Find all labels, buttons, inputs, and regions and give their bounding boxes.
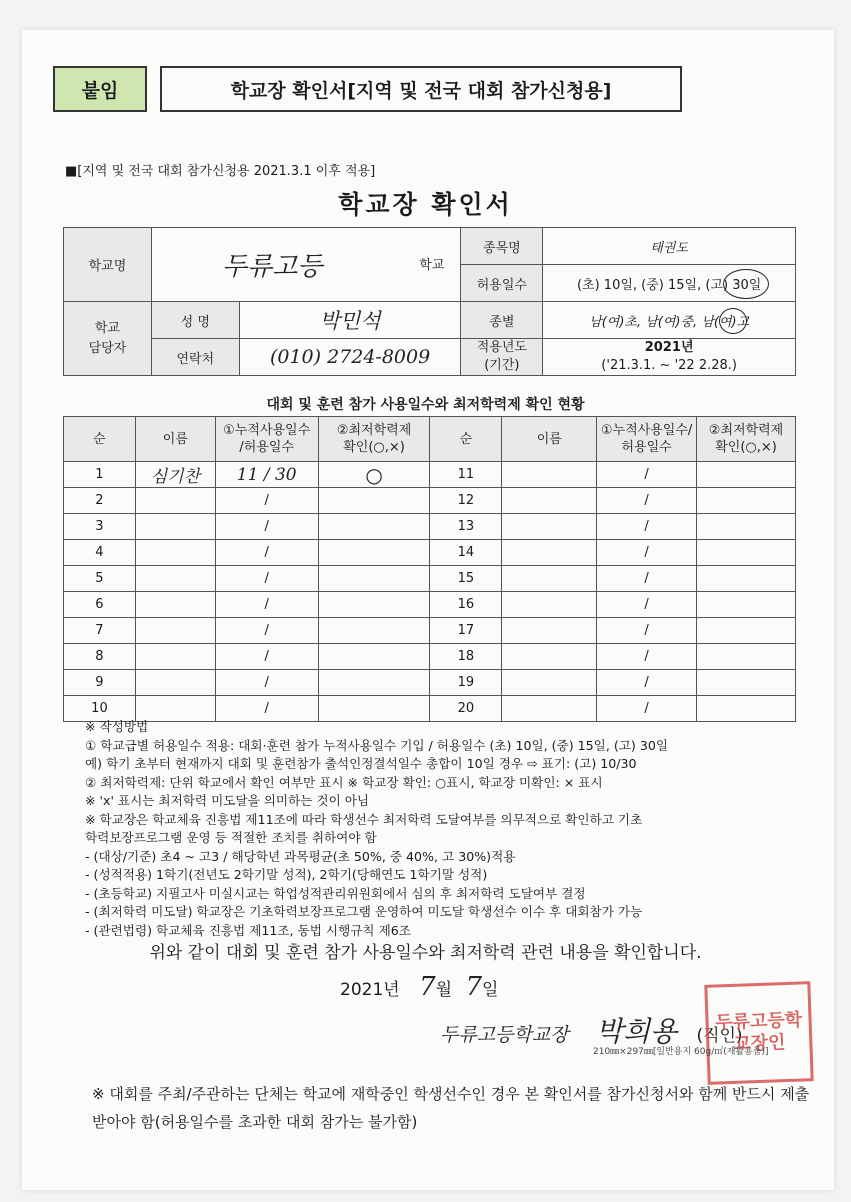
check-mark (697, 488, 796, 514)
name-label: 성 명 (151, 302, 239, 339)
student-name (135, 592, 215, 618)
check-mark (318, 618, 430, 644)
student-name (502, 488, 597, 514)
note-line: - (대상/기준) 초4 ~ 고3 / 해당학년 과목평균(초 50%, 중 40%, 고 30%)적용 (85, 848, 516, 864)
applicability-notice: ■[지역 및 전국 대회 참가신청용 2021.3.1 이후 적용] (65, 164, 376, 179)
note-line: ※ 학교장은 학교체육 진흥법 제11조에 따라 학생선수 최저학력 도달여부를 의무적으로 확인하고 기초 (85, 811, 643, 827)
row-number: 19 (430, 670, 502, 696)
days-ratio: / (597, 670, 697, 696)
row-number: 16 (430, 592, 502, 618)
student-name (502, 618, 597, 644)
header-title: 학교장 확인서[지역 및 전국 대회 참가신청용] (160, 66, 682, 112)
table-subtitle: 대회 및 훈련 참가 사용일수와 최저학력제 확인 현황 (266, 397, 585, 413)
row-number: 11 (430, 462, 502, 488)
check-mark (318, 566, 430, 592)
paper-spec: 210㎜×297㎜[일반용지 60g/㎡(재활용품)] (593, 1047, 769, 1057)
document-title: 학교장 확인서 (338, 190, 513, 219)
year-period: ('21.3.1. ~ '22 2.28.) (601, 358, 737, 373)
year-label: 적용년도 (기간) (461, 339, 543, 376)
student-name (135, 566, 215, 592)
table-row (64, 618, 796, 644)
row-number: 20 (430, 696, 502, 722)
student-name (135, 488, 215, 514)
contact-value: (010) 2724-8009 (239, 339, 461, 376)
note-line: 예) 학기 초부터 현재까지 대회 및 훈련참가 출석인정결석일수 총합이 10일 경우 ⇨ 표기: (고) 10/30 (85, 756, 637, 771)
student-name (502, 566, 597, 592)
check-mark (697, 514, 796, 540)
note-line: - (관련법령) 학교체육 진흥법 제11조, 동법 시행규칙 제6조 (85, 922, 411, 938)
principal-school: 두류고등학교장 (440, 1024, 569, 1046)
year-value: 2021년 (644, 340, 694, 355)
allowed-days-value: (초) 10일, (중) 15일, (고) 30일 (576, 277, 762, 293)
note-line: ※ 'x' 표시는 최저학력 미도달을 의미하는 것이 아님 (85, 793, 370, 808)
row-number: 6 (64, 592, 136, 618)
days-ratio: / (215, 696, 318, 722)
days-ratio: / (215, 644, 318, 670)
table-header-row (64, 417, 796, 462)
row-number: 12 (430, 488, 502, 514)
allowed-days-label: 허용일수 (461, 265, 543, 302)
days-ratio: / (597, 540, 697, 566)
row-number: 8 (64, 644, 136, 670)
male-circle-mark (719, 308, 747, 334)
event-label: 종목명 (461, 228, 543, 265)
check-mark (697, 618, 796, 644)
student-name (502, 514, 597, 540)
header-name-right: 이름 (502, 417, 597, 462)
days-ratio: / (597, 514, 697, 540)
days-ratio: / (597, 618, 697, 644)
school-value: 두류고등 (221, 252, 323, 282)
date-month: 7 (419, 972, 436, 1002)
student-name (135, 670, 215, 696)
table-row (64, 540, 796, 566)
days-ratio: / (215, 514, 318, 540)
note-line: - (초등학교) 지필고사 미실시교는 학업성적관리위원회에서 심의 후 최저학력 도달여부 결정 (85, 885, 586, 901)
check-mark (318, 644, 430, 670)
participation-table (63, 416, 796, 722)
contact-label: 연락처 (151, 339, 239, 376)
days-ratio: / (597, 488, 697, 514)
days-ratio: / (597, 566, 697, 592)
school-cell (151, 228, 461, 302)
row-number: 1 (64, 462, 136, 488)
student-name (502, 670, 597, 696)
gender-label: 종별 (461, 302, 543, 339)
check-mark (318, 488, 430, 514)
student-name (502, 462, 597, 488)
days-ratio: / (215, 592, 318, 618)
writing-instructions (85, 718, 805, 940)
row-number: 2 (64, 488, 136, 514)
student-name (502, 644, 597, 670)
date-month-unit: 월 (435, 980, 453, 1000)
student-name: 심기찬 (135, 462, 215, 488)
note-line: ② 최저학력제: 단위 학교에서 확인 여부만 표시 ※ 학교장 확인: ○표시, 학교장 미확인: × 표시 (85, 774, 603, 790)
days-ratio: / (215, 566, 318, 592)
check-mark (318, 540, 430, 566)
days-ratio: / (215, 670, 318, 696)
days-ratio: / (215, 618, 318, 644)
check-mark (697, 670, 796, 696)
event-value: 태권도 (543, 228, 796, 265)
row-number: 7 (64, 618, 136, 644)
student-name (135, 618, 215, 644)
staff-label: 학교 담당자 (64, 302, 152, 376)
check-mark (318, 514, 430, 540)
gender-cell (543, 302, 796, 339)
header-days-right: ①누적사용일수/ 허용일수 (597, 417, 697, 462)
row-number: 9 (64, 670, 136, 696)
student-name (135, 540, 215, 566)
info-table (63, 227, 796, 376)
table-row (64, 514, 796, 540)
row-number: 10 (64, 696, 136, 722)
days-ratio: / (215, 488, 318, 514)
note-line: 학력보장프로그램 운영 등 적절한 조치를 취하여야 함 (85, 830, 377, 845)
row-number: 4 (64, 540, 136, 566)
check-mark: ○ (318, 462, 430, 488)
days-ratio: / (215, 540, 318, 566)
school-suffix: 학교 (419, 258, 445, 273)
year-cell (543, 339, 796, 376)
row-number: 18 (430, 644, 502, 670)
student-name (135, 644, 215, 670)
header-check-left: ②최저학력제 확인(○,×) (318, 417, 430, 462)
note-line: - (최저학력 미도달) 학교장은 기초학력보장프로그램 운영하여 미도달 학생선수 이수 후 대회참가 가능 (85, 904, 643, 919)
date-day: 7 (465, 972, 483, 1002)
check-mark (697, 592, 796, 618)
footer-notice: ※ 대회를 주최/주관하는 단체는 학교에 재학중인 학생선수인 경우 본 확인서를 참가신청서와 함께 반드시 제출받아야 함(허용일수를 초과한 대회 참가는 불가함) (92, 1085, 810, 1131)
check-mark (318, 592, 430, 618)
note-line: - (성적적용) 1학기(전년도 2학기말 성적), 2학기(당해연도 1학기말 성적) (85, 867, 488, 882)
days-ratio: 11 / 30 (215, 462, 318, 488)
check-mark (697, 540, 796, 566)
signature-date (340, 972, 498, 1002)
row-number: 5 (64, 566, 136, 592)
row-number: 14 (430, 540, 502, 566)
table-row (64, 670, 796, 696)
check-mark (697, 566, 796, 592)
table-row (64, 644, 796, 670)
days-ratio: / (597, 644, 697, 670)
check-mark (697, 462, 796, 488)
note-line: ※ 작성방법 (85, 719, 149, 734)
table-row (64, 592, 796, 618)
school-label: 학교명 (64, 228, 152, 302)
check-mark (697, 644, 796, 670)
days-ratio: / (597, 592, 697, 618)
note-line: ① 학교급별 허용일수 적용: 대회·훈련 참가 누적사용일수 기입 / 허용일수 (초) 10일, (중) 15일, (고) 30일 (85, 737, 669, 753)
table-row (64, 462, 796, 488)
header-name-left: 이름 (135, 417, 215, 462)
attachment-badge: 붙임 (53, 66, 147, 112)
header-check-right: ②최저학력제 확인(○,×) (697, 417, 796, 462)
student-name (135, 514, 215, 540)
gender-value: 남(여)초, 남(여)중, 남(여)고 (589, 314, 750, 330)
date-year: 2021년 (340, 980, 400, 1000)
days-ratio: / (597, 462, 697, 488)
date-day-unit: 일 (482, 980, 499, 1000)
row-number: 15 (430, 566, 502, 592)
header-days-left: ①누적사용일수 /허용일수 (215, 417, 318, 462)
check-mark (318, 670, 430, 696)
student-name (502, 592, 597, 618)
table-row (64, 566, 796, 592)
high-school-circle-mark (723, 269, 769, 299)
header-no-right: 순 (430, 417, 502, 462)
confirmation-statement: 위와 같이 대회 및 훈련 참가 사용일수와 최저학력 관련 내용을 확인합니다. (149, 943, 702, 963)
student-name (502, 540, 597, 566)
table-row (64, 488, 796, 514)
principal-name: 박희용 (595, 1015, 678, 1048)
official-seal-stamp: 두류고등학교장인 (704, 981, 813, 1085)
row-number: 17 (430, 618, 502, 644)
name-value: 박민석 (239, 302, 461, 339)
row-number: 3 (64, 514, 136, 540)
allowed-days-cell (543, 265, 796, 302)
row-number: 13 (430, 514, 502, 540)
days-ratio: / (597, 696, 697, 722)
header-no-left: 순 (64, 417, 136, 462)
seal-label: (직인) (696, 1026, 743, 1046)
